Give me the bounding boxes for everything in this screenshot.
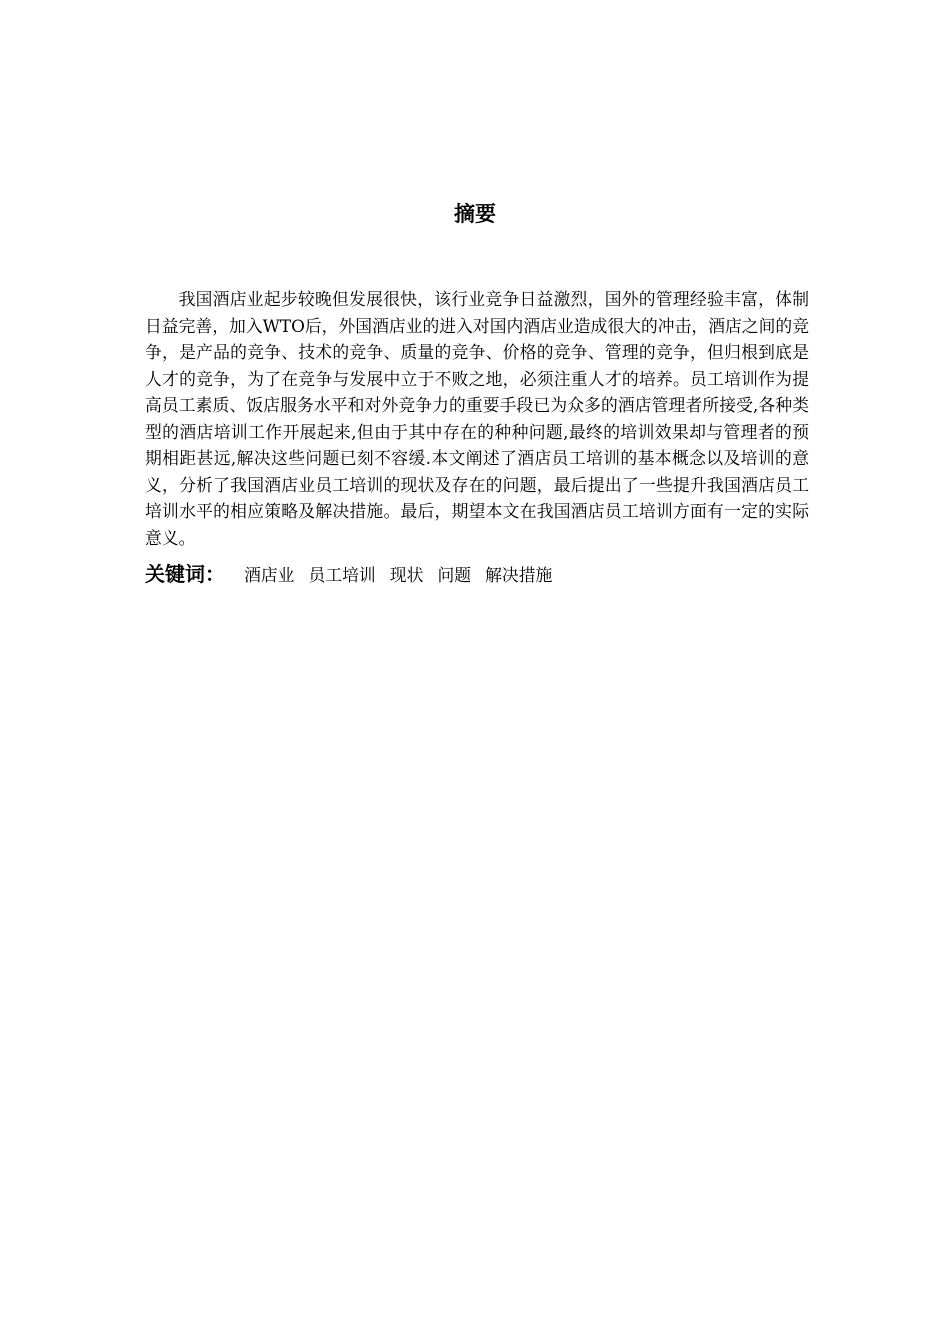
keyword-item: 酒店业 [244, 565, 295, 585]
keywords-line [145, 560, 809, 589]
keyword-item: 问题 [437, 565, 472, 585]
keywords-label: 关键词： [145, 562, 225, 586]
keyword-item: 现状 [389, 565, 424, 585]
page-title: 摘要 [454, 202, 496, 226]
abstract-paragraph: 我国酒店业起步较晚但发展很快，该行业竞争日益激烈，国外的管理经验丰富，体制日益完善，加入WTO后，外国酒店业的进入对国内酒店业造成很大的冲击，酒店之间的竞争，是产品的竞争、技术的竞争、质量的竞争、价格的竞争、管理的竞争，但归根到底是人才的竞争，为了在竞争与发展中立于不败之地，必须注重人才的培养。员工培训作为提高员工素质、饭店服务水平和对外竞争力的重要手段已为众多的酒店管理者所接受,各种类型的酒店培训工作开展起来,但由于其中存在的种种问题,最终的培训效果却与管理者的预期相距甚远,解决这些问题已刻不容缓.本文阐述了酒店员工培训的基本概念以及培训的意义，分析了我国酒店业员工培训的现状及存在的问题，最后提出了一些提升我国酒店员工培训水平的相应策略及解决措施。最后，期望本文在我国酒店员工培训方面有一定的实际意义。 [145, 289, 809, 548]
keyword-item: 解决措施 [485, 565, 553, 585]
keyword-item: 员工培训 [308, 565, 376, 585]
